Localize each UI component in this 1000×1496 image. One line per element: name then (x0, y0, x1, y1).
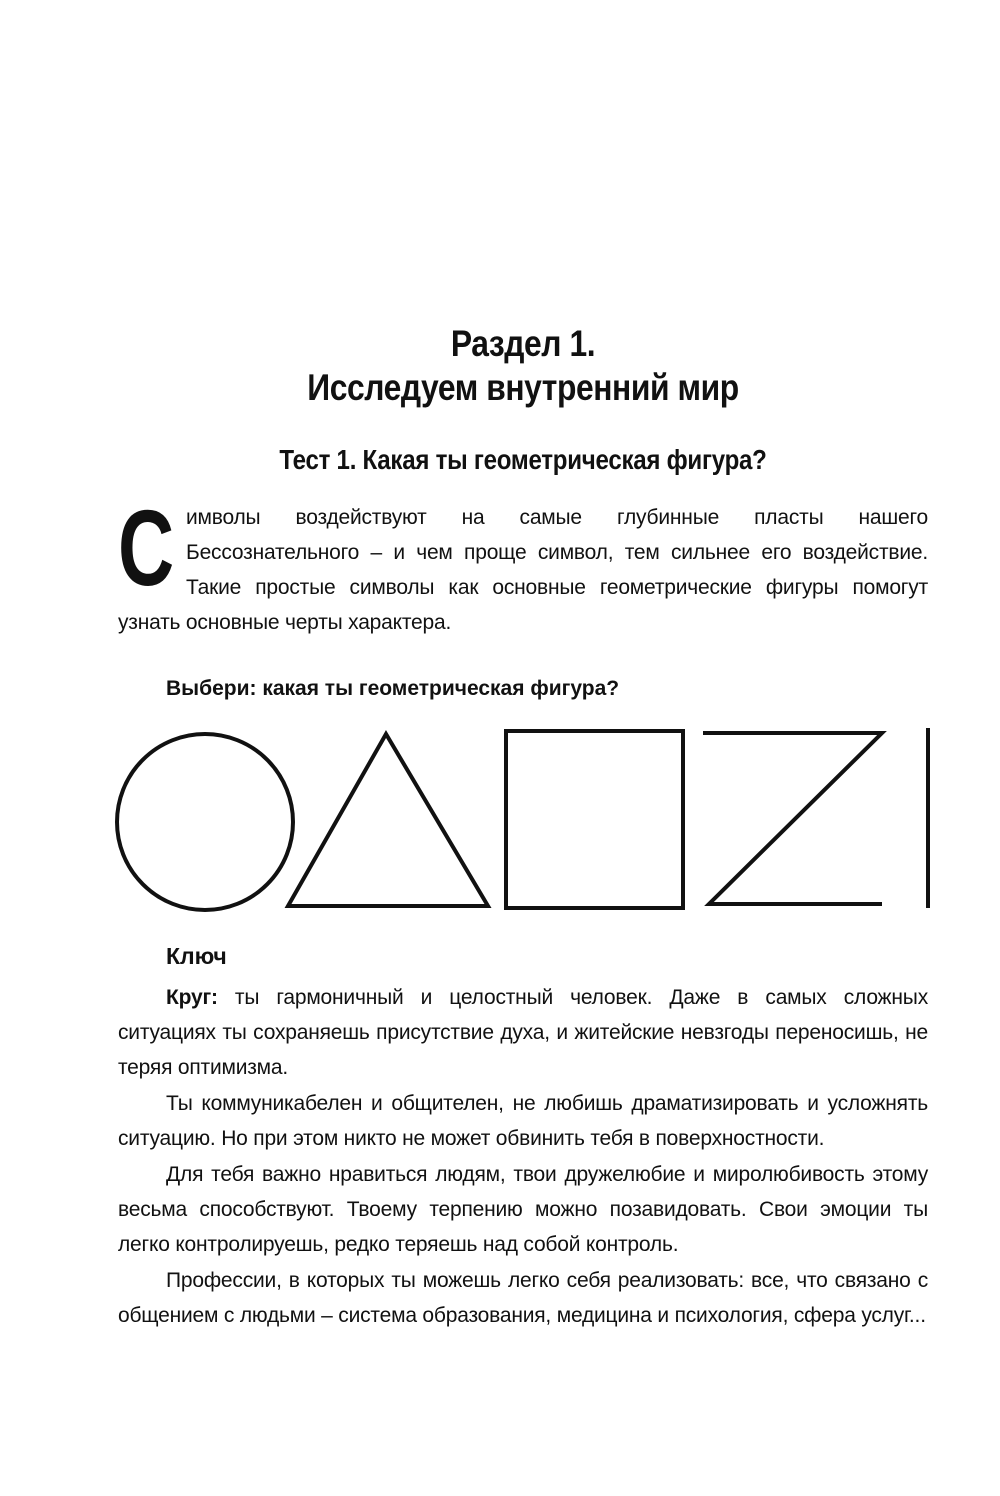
key-paragraph: Ты коммуникабелен и общителен, не любишь драматизировать и усложнять ситуацию. Но при этом никто не может обвинить тебя в поверхностности. (118, 1092, 928, 1150)
key-paragraph-circle (118, 980, 928, 1085)
triangle-icon (288, 734, 488, 906)
key-paragraph: Для тебя важно нравиться людям, твои дружелюбие и миролюбивость этому весьма способствуют. Твоему терпению можно позавидовать. Свои эмоции ты легко контролируешь, редко теряешь над собой контроль. (118, 1163, 928, 1256)
section-title: Исследуем внутренний мир (307, 367, 739, 408)
circle-description: ты гармоничный и целостный человек. Даже в самых сложных ситуациях ты сохраняешь присутствие духа, и житейские невзгоды переносишь, не теряя оптимизма. (118, 986, 928, 1079)
circle-label: Круг: (166, 986, 218, 1009)
test-title: Тест 1. Какая ты геометрическая фигура? (279, 444, 767, 475)
key-body (118, 980, 928, 1334)
circle-icon (117, 734, 293, 910)
drop-cap: С (118, 487, 175, 608)
question-prompt: Выбери: какая ты геометрическая фигура? (166, 677, 620, 700)
key-heading: Ключ (166, 943, 227, 969)
zigzag-icon (703, 733, 882, 904)
key-paragraph: Профессии, в которых ты можешь легко себя реализовать: все, что связано с общением с людьми – система образования, медицина и психология, сфера услуг... (118, 1269, 928, 1327)
intro-text: имволы воздействуют на самые глубинные пласты нашего Бессознательного – и чем проще символ, тем сильнее его воздействие. Такие простые символы как основные геометрические фигуры помогут узнать основные черты характера. (118, 506, 928, 634)
square-icon (506, 731, 683, 908)
section-number: Раздел 1. (450, 323, 596, 364)
